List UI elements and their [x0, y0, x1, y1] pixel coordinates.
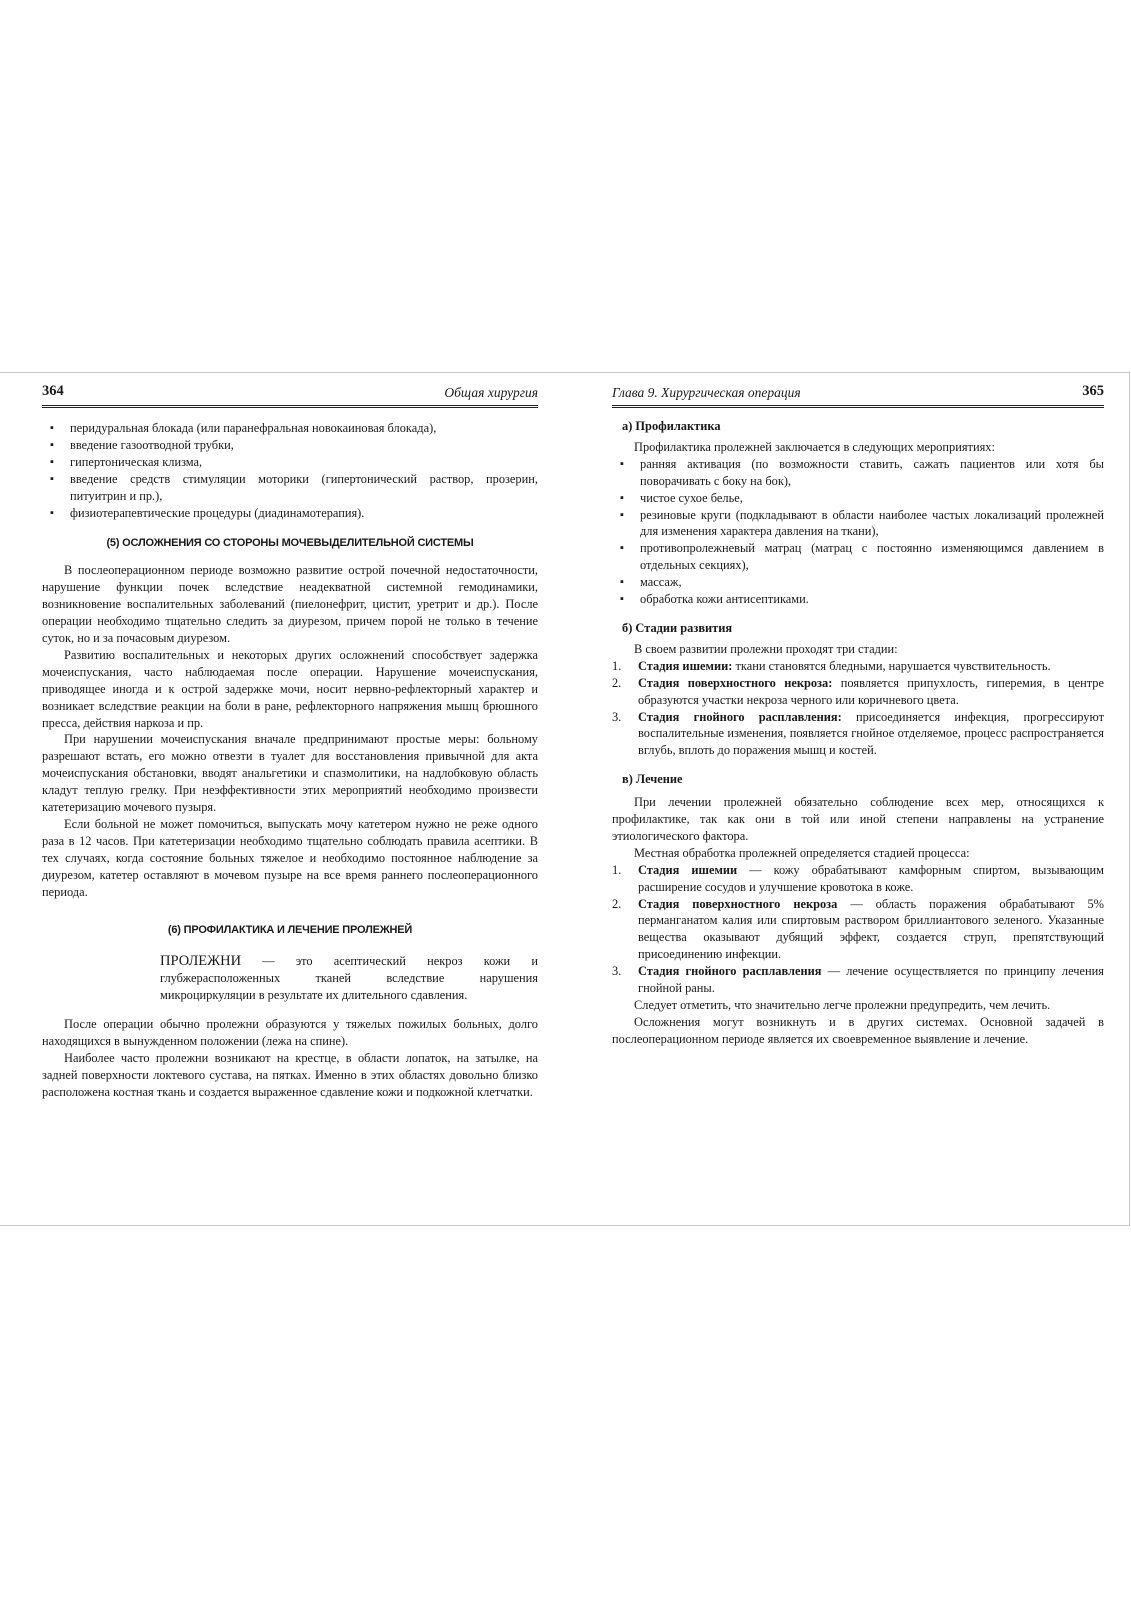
stage-term: Стадия ишемии: — [638, 658, 733, 673]
item-number: 3. — [612, 964, 622, 979]
stages-list — [612, 658, 1104, 759]
right-page-body — [612, 418, 1104, 1048]
left-running-header — [42, 383, 538, 408]
stage-text: присоединяется инфекция, прогрессируют воспалительные изменения, появляется гнойное отделяемое, процесс распространяется вглубь, вплоть до поражения мышц и костей. — [638, 709, 1104, 758]
list-item: ▪ введение средств стимуляции моторики (гипертонический раствор, прозерин, питуитрин и пр.), — [42, 471, 538, 505]
paragraph: Следует отметить, что значительно легче пролежни предупредить, чем лечить. — [634, 998, 1051, 1012]
left-page — [42, 383, 538, 1101]
left-page-body — [42, 420, 538, 1101]
list-item — [612, 896, 1104, 964]
list-item: ▪ обработка кожи антисептиками. — [612, 591, 1104, 608]
right-running-title: Глава 9. Хирургическая операция — [612, 385, 801, 400]
paragraph: Профилактика пролежней заключается в следующих мероприятиях: — [634, 439, 995, 454]
list-item: ▪ резиновые круги (подкладывают в области наиболее частых локализаций пролежней для изменения характера давления на ткани), — [612, 507, 1104, 541]
list-item — [612, 963, 1104, 997]
list-item: ▪ чистое сухое белье, — [612, 490, 1104, 507]
stage-text: ткани становятся бледными, нарушается чувствительность. — [732, 658, 1051, 673]
paragraph: В послеоперационном периоде возможно развитие острой почечной недостаточности, нарушение функции почек вследствие неадекватной системной гемодинамики, возникновение воспалительных заболеваний (пиелонефрит, цистит, уретрит и др.). После операции необходимо тщательно следить за диурезом, причем порой не только в течение суток, но и за почасовым диурезом. — [42, 563, 538, 645]
stage-term: Стадия гнойного расплавления: — [638, 709, 842, 724]
list-item: ▪ противопролежневый матрац (матрац с постоянно изменяющимся давлением в отдельных секциях), — [612, 540, 1104, 574]
stage-text: — лечение осуществляется по принципу лечения гнойной раны. — [638, 964, 1104, 996]
paragraph: При лечении пролежней обязательно соблюдение всех мер, относящихся к профилактике, так как они в той или иной степени направлены на устранение этиологического фактора. — [612, 795, 1104, 843]
item-number: 2. — [612, 896, 622, 911]
right-running-header — [612, 383, 1104, 408]
list-item — [612, 862, 1104, 896]
prevention-bullet-list — [612, 456, 1104, 608]
treatment-list — [612, 862, 1104, 997]
right-page-number: 365 — [1082, 383, 1104, 399]
list-item — [612, 658, 1104, 675]
definition-block — [160, 953, 538, 1004]
paragraph: Развитию воспалительных и некоторых других осложнений способствует задержка мочеиспускания, часто наблюдаемая после операции. Нарушение мочеиспускания, приводящее иногда и к острой задержке мочи, носит нервно-рефлекторный характер и возникает вследствие реакции на боли в ране, рефлекторного напряжения мышц брюшного пресса, действия наркоза и пр. — [42, 647, 538, 730]
list-item — [612, 675, 1104, 709]
left-running-title: Общая хирургия — [444, 385, 538, 400]
item-number: 3. — [612, 709, 622, 724]
book-spread-scan — [0, 372, 1130, 1226]
left-page-number: 364 — [42, 383, 64, 399]
paragraph: Местная обработка пролежней определяется стадией процесса: — [634, 845, 970, 860]
paragraph: При нарушении мочеиспускания вначале предпринимают простые меры: больному разрешают встать, его можно отвезти в туалет для восстановления привычной для акта мочеиспускания обстановки, вводят анальгетики и спазмолитики, на надлобковую область кладут теплую грелку. При неэффективности этих мероприятий необходимо произвести катетеризацию мочевого пузыря. — [42, 732, 538, 815]
definition-text: — это асептический некроз кожи и глубжерасположенных тканей вследствие нарушения микроциркуляции в результате их длительного сдавления. — [160, 954, 538, 1003]
item-number: 1. — [612, 862, 622, 877]
subsection-b-heading: б) Стадии развития — [622, 620, 733, 635]
paragraph: Наиболее часто пролежни возникают на крестце, в области лопаток, на затылке, на задней поверхности локтевого сустава, на пятках. Именно в этих областях довольно близко расположена костная ткань и создается выраженное сдавление кожи и подкожной клетчатки. — [42, 1050, 538, 1099]
item-number: 1. — [612, 658, 622, 673]
paragraph: В своем развитии пролежни проходят три стадии: — [634, 641, 898, 656]
right-page — [612, 383, 1104, 1048]
top-bullet-list — [42, 420, 538, 521]
section-5-heading: (5) ОСЛОЖНЕНИЯ СО СТОРОНЫ МОЧЕВЫДЕЛИТЕЛЬНОЙ СИСТЕМЫ — [106, 537, 474, 550]
definition-term: ПРОЛЕЖНИ — [160, 953, 242, 970]
list-item: ▪ перидуральная блокада (или паранефральная новокаиновая блокада), — [42, 420, 538, 437]
item-number: 2. — [612, 675, 622, 690]
stage-term: Стадия поверхностного некроза: — [638, 675, 833, 690]
list-item: ▪ ранняя активация (по возможности ставить, сажать пациентов или хотя бы поворачивать с боку на бок), — [612, 456, 1104, 490]
stage-term: Стадия ишемии — [638, 862, 738, 877]
list-item: ▪ гипертоническая клизма, — [42, 454, 538, 471]
list-item: ▪ физиотерапевтические процедуры (диадинамотерапия). — [42, 505, 538, 522]
subsection-a-heading: а) Профилактика — [622, 419, 721, 433]
list-item: ▪ массаж, — [612, 574, 1104, 591]
paragraph: Осложнения могут возникнуть и в других системах. Основной задачей в послеоперационном периоде является их своевременное выявление и лечение. — [612, 1014, 1104, 1046]
paragraph: После операции обычно пролежни образуются у тяжелых пожилых больных, долго находящихся в вынужденном положении (лежа на спине). — [42, 1017, 538, 1048]
stage-text: — кожу обрабатывают камфорным спиртом, вызывающим расширение сосудов и улучшение кровотока в коже. — [638, 862, 1104, 894]
paragraph: Если больной не может помочиться, выпускать мочу катетером нужно не реже одного раза в 12 часов. При катетеризации необходимо тщательно соблюдать правила асептики. В тех случаях, когда состояние больных тяжелое и необходимо постоянное наблюдение за диурезом, катетер оставляют в мочевом пузыре на все время раннего послеоперационного периода. — [42, 816, 538, 899]
subsection-c-heading: в) Лечение — [622, 772, 683, 787]
stage-text: — область поражения обрабатывают 5% перманганатом калия или спиртовым раствором бриллиантового зеленого. Указанные вещества оказывают дубящий эффект, создается струп, препятствующий присоединению инфекции. — [638, 896, 1104, 962]
list-item — [612, 709, 1104, 760]
stage-term: Стадия гнойного расплавления — [638, 964, 822, 979]
stage-text: появляется припухлость, гиперемия, в центре образуются участки некроза черного или коричневого цвета. — [638, 675, 1105, 707]
section-6-heading: (6) ПРОФИЛАКТИКА И ЛЕЧЕНИЕ ПРОЛЕЖНЕЙ — [167, 924, 413, 937]
stage-term: Стадия поверхностного некроза — [638, 896, 838, 911]
list-item: ▪ введение газоотводной трубки, — [42, 437, 538, 454]
